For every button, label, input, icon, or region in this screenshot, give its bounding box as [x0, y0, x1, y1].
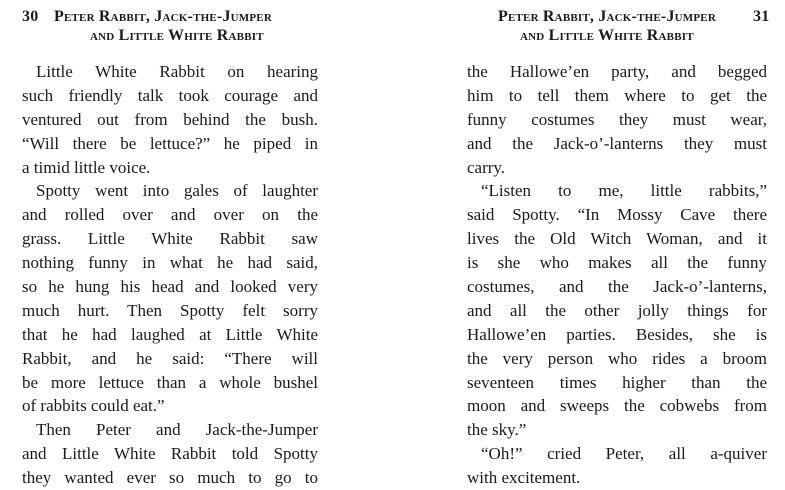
text-line: Hallowe’en parties. Besides, she is: [467, 324, 767, 344]
header-title-line-1: Peter Rabbit, Jack-the-Jumper: [54, 8, 272, 25]
text-line: that he had laughed at Little White: [22, 324, 318, 344]
text-line: they wanted ever so much to go to: [22, 468, 318, 488]
text-line: carry.: [467, 157, 506, 177]
text-line: seventeen times higher than the: [467, 372, 767, 392]
text-line: ventured out from behind the bush.: [22, 109, 318, 129]
text-line: Then Peter and Jack-the-Jumper: [36, 420, 318, 440]
text-line: such friendly talk took courage and: [22, 85, 318, 105]
header-title-line-2: and Little White Rabbit: [90, 27, 264, 44]
text-line: Spotty went into gales of laughter: [36, 181, 318, 201]
text-line: so he hung his head and looked very: [22, 277, 318, 297]
text-line: “Oh!” cried Peter, all a-quiver: [481, 444, 767, 464]
text-line: Little White Rabbit on hearing: [36, 62, 318, 81]
text-line: and Little White Rabbit told Spotty: [22, 444, 318, 464]
page-body: [467, 60, 767, 490]
text-line: the sky.”: [467, 420, 527, 440]
text-line: funny costumes they must wear,: [467, 109, 767, 129]
text-line: moon and sweeps the cobwebs from: [467, 396, 767, 416]
page-number: 30: [22, 8, 39, 25]
right-page: [395, 0, 785, 488]
text-line: be more lettuce than a whole bushel: [22, 372, 318, 392]
text-line: and the Jack-o’-lanterns they must: [467, 133, 767, 153]
text-line: him to tell them where to get the: [467, 85, 767, 105]
text-line: “Will there be lettuce?” he piped in: [22, 133, 318, 153]
text-line: nothing funny in what he had said,: [22, 253, 318, 273]
text-line: much hurt. Then Spotty felt sorry: [22, 300, 318, 320]
text-line: of rabbits could eat.”: [22, 396, 165, 416]
text-line: Rabbit, and he said: “There will: [22, 348, 318, 368]
text-line: grass. Little White Rabbit saw: [22, 229, 318, 249]
left-page: [0, 0, 385, 488]
text-line: the very person who rides a broom: [467, 348, 767, 368]
text-line: and all the other jolly things for: [467, 300, 767, 320]
text-line: with excitement.: [467, 468, 581, 488]
text-line: and rolled over and over on the: [22, 205, 318, 225]
text-line: lives the Old Witch Woman, and it: [467, 229, 767, 249]
text-line: said Spotty. “In Mossy Cave there: [467, 205, 767, 225]
text-line: the Hallowe’en party, and begged: [467, 62, 767, 81]
header-title-line-2: and Little White Rabbit: [520, 27, 694, 44]
text-line: “Listen to me, little rabbits,”: [481, 181, 767, 201]
header-title-line-1: Peter Rabbit, Jack-the-Jumper: [498, 8, 716, 25]
text-line: costumes, and the Jack-o’-lanterns,: [467, 277, 767, 297]
text-line: a timid little voice.: [22, 157, 151, 177]
page-number: 31: [753, 8, 770, 25]
page-body: [22, 60, 318, 490]
text-line: is she who makes all the funny: [467, 253, 767, 273]
